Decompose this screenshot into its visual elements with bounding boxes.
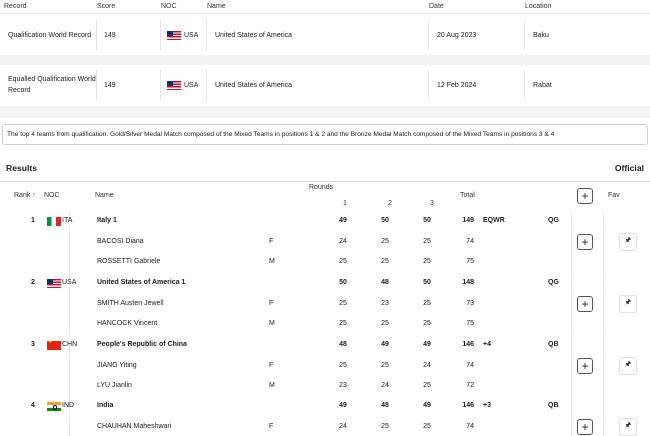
team-row[interactable] [0, 335, 650, 355]
round-3-score: 25 [423, 299, 431, 307]
total-score: 146 [462, 402, 474, 409]
noc-code: ITA [62, 217, 73, 224]
round-3-score: 25 [423, 258, 431, 265]
record-row [0, 15, 650, 55]
athlete-gender: M [269, 258, 275, 265]
athlete-name: SMITH Austen Jewell [97, 299, 164, 307]
round-1-score: 25 [339, 299, 347, 307]
team-name: People's Republic of China [97, 341, 187, 348]
team-row[interactable] [0, 396, 650, 416]
total-score: 75 [466, 320, 474, 327]
athlete-row [0, 232, 650, 252]
expand-all-button[interactable] [577, 188, 593, 204]
plus-icon: + [581, 358, 589, 373]
athlete-row [0, 376, 650, 396]
round-2-score: 25 [381, 258, 389, 265]
total-note: +4 [483, 341, 491, 348]
round-2-score: 25 [381, 361, 389, 369]
round-2-score: 25 [381, 320, 389, 327]
noc-code: USA [62, 279, 77, 286]
record-name: United States of America [215, 81, 293, 89]
athlete-gender: F [269, 237, 274, 245]
pin-icon: 🖈 [624, 237, 632, 244]
round-3-score: 25 [423, 422, 431, 430]
col-location: Location [525, 3, 552, 10]
round-1-score: 49 [339, 402, 347, 409]
italy-flag-icon [47, 217, 61, 226]
round-2-score: 50 [381, 217, 389, 224]
rank-value: 1 [31, 217, 35, 224]
results-title: Results [6, 163, 38, 173]
athlete-name: JIANG Yiting [97, 361, 137, 369]
qualification-badge: QB [548, 341, 559, 348]
athlete-gender: F [269, 422, 274, 430]
total-score: 146 [462, 341, 474, 348]
qualification-badge: QG [548, 217, 559, 224]
india-flag-icon [47, 402, 61, 411]
round-1-score: 50 [339, 279, 347, 286]
team-row[interactable] [0, 273, 650, 293]
round-3-score: 25 [423, 237, 431, 245]
round-3-header: 3 [430, 200, 434, 207]
team-name: Italy 1 [97, 217, 117, 224]
plus-icon: + [581, 296, 589, 311]
total-score: 74 [466, 237, 474, 245]
athlete-gender: M [269, 320, 275, 327]
round-3-score: 49 [423, 341, 431, 348]
athlete-row [0, 356, 650, 376]
favorite-pin-button[interactable] [619, 357, 637, 375]
noc-header: NOC [44, 192, 60, 199]
total-note: EQWR [483, 217, 505, 224]
total-score: 73 [466, 299, 474, 307]
qualification-badge: QG [548, 279, 559, 286]
total-note: +3 [483, 402, 491, 409]
usa-flag-icon [167, 81, 181, 90]
expand-team-button[interactable] [577, 419, 593, 435]
round-2-score: 24 [381, 382, 389, 389]
col-noc: NOC [161, 3, 177, 10]
round-1-score: 24 [339, 422, 347, 430]
total-score: 148 [462, 279, 474, 286]
fav-header: Fav [608, 192, 620, 199]
team-name: United States of America 1 [97, 279, 186, 286]
official-label: Official [614, 163, 644, 173]
round-2-score: 48 [381, 279, 389, 286]
round-1-score: 25 [339, 258, 347, 265]
favorite-pin-button[interactable] [619, 233, 637, 251]
round-3-score: 25 [423, 320, 431, 327]
athlete-name: LYU Jianlin [97, 382, 132, 389]
rank-sort-header[interactable]: Rank ↑ [14, 192, 36, 199]
record-label: Qualification World Record [8, 31, 92, 39]
total-score: 149 [462, 217, 474, 224]
round-3-score: 49 [423, 402, 431, 409]
record-row [0, 65, 650, 105]
total-score: 74 [466, 361, 474, 369]
record-location: Baku [533, 31, 549, 39]
round-2-score: 49 [381, 341, 389, 348]
pin-icon: 🖈 [624, 299, 632, 306]
round-1-score: 23 [339, 382, 347, 389]
total-score: 75 [466, 258, 474, 265]
athlete-row [0, 294, 650, 314]
rank-value: 3 [31, 341, 35, 348]
pin-icon: 🖈 [624, 361, 632, 368]
record-location: Rabat [533, 81, 552, 89]
round-1-score: 48 [339, 341, 347, 348]
team-name: India [97, 402, 114, 409]
plus-icon: + [581, 234, 589, 249]
round-2-header: 2 [388, 200, 392, 207]
round-2-score: 25 [381, 237, 389, 245]
athlete-row [0, 417, 650, 436]
record-noc: USA [167, 15, 198, 55]
name-header: Name [95, 192, 114, 199]
round-3-score: 24 [423, 361, 431, 369]
total-header: Total [460, 192, 475, 199]
records-header [0, 0, 650, 14]
col-date: Date [429, 3, 444, 10]
usa-flag-icon [167, 31, 181, 40]
favorite-pin-button[interactable] [619, 295, 637, 313]
record-score: 149 [104, 81, 116, 89]
china-flag-icon [47, 341, 61, 350]
col-record: Record [4, 3, 27, 10]
usa-flag-icon [47, 279, 61, 288]
record-score: 149 [104, 31, 116, 39]
qualification-badge: QB [548, 402, 559, 409]
athlete-name: BACOSI Diana [97, 237, 144, 245]
plus-icon: + [581, 189, 589, 203]
athlete-name: CHAUHAN Maheshwari [97, 422, 172, 430]
sort-arrow-icon: ↑ [32, 192, 36, 199]
expand-team-button[interactable] [577, 234, 593, 250]
athlete-gender: F [269, 361, 274, 369]
athlete-row [0, 314, 650, 334]
round-3-score: 50 [423, 217, 431, 224]
record-date: 20 Aug 2023 [437, 31, 477, 39]
qualification-note: The top 4 teams from qualification. Gold/Silver Medal Match composed of the Mixed Teams in positions 1 & 2 and the Bronze Medal Match composed of the Mixed Teams in positions 3 & 4 [2, 124, 648, 145]
athlete-row [0, 252, 650, 272]
round-1-score: 25 [339, 320, 347, 327]
round-1-score: 24 [339, 237, 347, 245]
team-row[interactable] [0, 211, 650, 231]
plus-icon: + [581, 419, 589, 434]
round-2-score: 48 [381, 402, 389, 409]
rounds-header: Rounds [309, 184, 334, 191]
total-score: 74 [466, 422, 474, 430]
total-score: 72 [466, 382, 474, 389]
pin-icon: 🖈 [624, 422, 632, 429]
athlete-name: HANCOCK Vincent [97, 320, 158, 327]
rank-value: 4 [31, 402, 35, 409]
athlete-gender: F [269, 299, 274, 307]
athlete-name: ROSSETTI Gabriele [97, 258, 161, 265]
expand-team-button[interactable] [577, 358, 593, 374]
round-1-header: 1 [343, 200, 347, 207]
expand-team-button[interactable] [577, 296, 593, 312]
col-score: Score [97, 3, 116, 10]
round-3-score: 25 [423, 382, 431, 389]
round-2-score: 23 [381, 299, 389, 307]
record-label: Equalled Qualification World Record [8, 76, 96, 94]
record-date: 12 Feb 2024 [437, 81, 477, 89]
noc-code: CHN [62, 341, 78, 348]
record-name: United States of America [215, 31, 293, 39]
rank-value: 2 [31, 279, 35, 286]
noc-code: IND [62, 402, 75, 409]
col-name: Name [207, 3, 226, 10]
record-noc: USA [167, 65, 198, 105]
athlete-gender: M [269, 382, 275, 389]
round-1-score: 49 [339, 217, 347, 224]
favorite-pin-button[interactable] [619, 418, 637, 436]
round-2-score: 25 [381, 422, 389, 430]
round-1-score: 25 [339, 361, 347, 369]
round-3-score: 50 [423, 279, 431, 286]
